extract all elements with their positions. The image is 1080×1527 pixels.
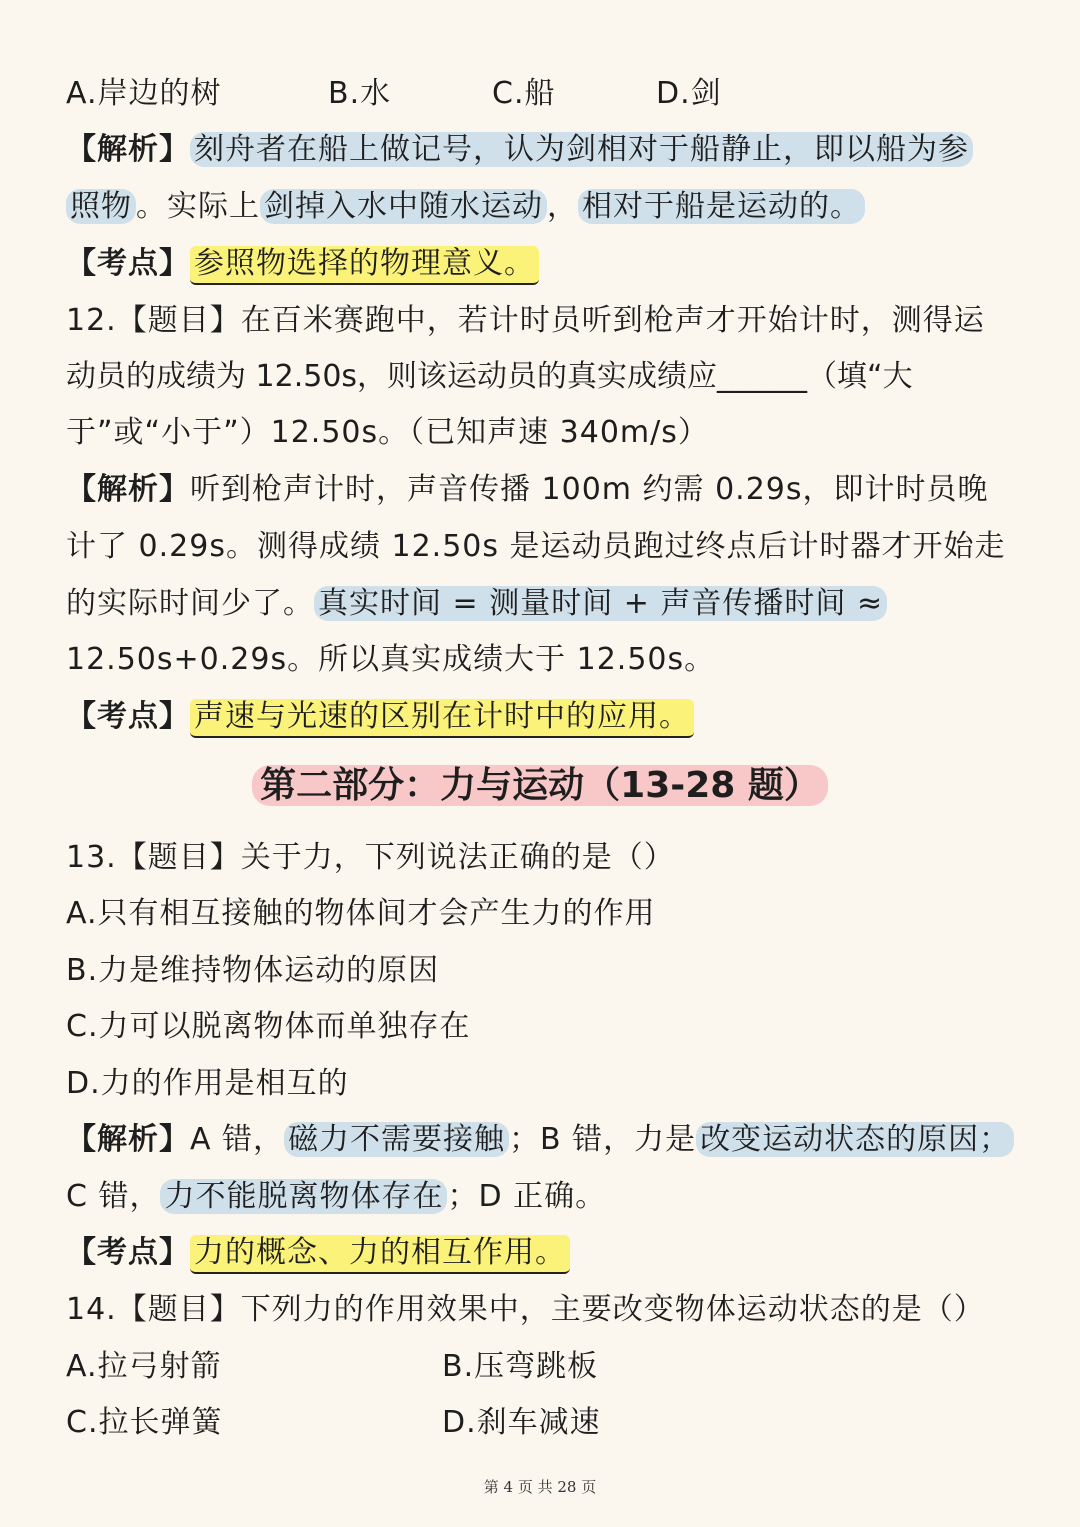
q13-analysis-line2 — [66, 1177, 1020, 1217]
q13-analysis-text1a: A 错， — [190, 1122, 285, 1157]
q11-option-b: B.水 — [328, 76, 392, 111]
keypoint-tag: 【考点】 — [66, 699, 190, 734]
q12-keypoint — [66, 697, 1020, 737]
analysis-tag: 【解析】 — [66, 132, 190, 167]
q13-option-a: A.只有相互接触的物体间才会产生力的作用 — [66, 896, 656, 931]
q11-option-a: A.岸边的树 — [66, 76, 222, 111]
q13-analysis-text2a: C 错， — [66, 1179, 161, 1214]
section-title — [0, 762, 1080, 810]
q12-analysis-line1 — [66, 470, 1020, 510]
q14-options-row2 — [66, 1403, 1020, 1443]
q13-keypoint — [66, 1233, 1020, 1273]
q11-analysis-line1 — [66, 130, 1020, 170]
q12-analysis-line3 — [66, 584, 1020, 624]
section-title-text: 第二部分：力与运动（13-28 题） — [252, 765, 828, 806]
q13-analysis-highlight2: 改变运动状态的原因； — [696, 1122, 1014, 1157]
q12-stem-line3: 于”或“小于”）12.50s。（已知声速 340m/s） — [66, 415, 709, 450]
q11-analysis-highlight2: 剑掉入水中随水运动 — [260, 189, 547, 224]
q14-option-d: D.刹车减速 — [442, 1405, 601, 1440]
q13-keypoint-text: 力的概念、力的相互作用。 — [190, 1235, 570, 1274]
q13-option-b: B.力是维持物体运动的原因 — [66, 953, 440, 988]
q12-analysis-line2: 计了 0.29s。测得成绩 12.50s 是运动员跑过终点后计时器才开始走 — [66, 529, 1006, 564]
q12-stem-line2: 动员的成绩为 12.50s，则该运动员的真实成绩应______（填“大 — [66, 359, 913, 394]
q12-analysis-line4: 12.50s+0.29s。所以真实成绩大于 12.50s。 — [66, 642, 716, 677]
q12-keypoint-text: 声速与光速的区别在计时中的应用。 — [190, 699, 694, 738]
analysis-tag: 【解析】 — [66, 1122, 190, 1157]
q11-option-c: C.船 — [492, 76, 556, 111]
q11-keypoint-text: 参照物选择的物理意义。 — [190, 246, 539, 285]
q13-option-c: C.力可以脱离物体而单独存在 — [66, 1009, 471, 1044]
q11-options — [66, 74, 1020, 114]
keypoint-tag: 【考点】 — [66, 246, 190, 281]
q11-analysis-highlight1b: 照物 — [66, 189, 136, 224]
analysis-tag: 【解析】 — [66, 472, 190, 507]
q11-option-d: D.剑 — [656, 76, 722, 111]
q14-stem: 14.【题目】下列力的作用效果中，主要改变物体运动状态的是（） — [66, 1292, 985, 1327]
page-number: 第 4 页 共 28 页 — [483, 1478, 597, 1496]
q11-analysis-text2: ， — [547, 189, 578, 224]
q14-options-row1 — [66, 1347, 1020, 1387]
q13-analysis-text1b: ；B 错，力是 — [509, 1122, 697, 1157]
q11-analysis-highlight1: 刻舟者在船上做记号，认为剑相对于船静止，即以船为参 — [190, 132, 973, 167]
q13-analysis-highlight1: 磁力不需要接触 — [284, 1122, 509, 1157]
q14-option-b: B.压弯跳板 — [442, 1349, 599, 1384]
q13-analysis-highlight3: 力不能脱离物体存在 — [160, 1179, 447, 1214]
q11-keypoint — [66, 244, 1020, 284]
q14-option-a: A.拉弓射箭 — [66, 1349, 222, 1384]
q12-analysis-text1: 听到枪声计时，声音传播 100m 约需 0.29s，即计时员晚 — [190, 472, 989, 507]
q11-analysis-highlight3: 相对于船是运动的。 — [578, 189, 865, 224]
q13-analysis-text2b: ；D 正确。 — [447, 1179, 607, 1214]
q11-analysis-line2 — [66, 187, 1020, 227]
q14-option-c: C.拉长弹簧 — [66, 1405, 223, 1440]
q12-analysis-text3: 的实际时间少了。 — [66, 586, 314, 621]
keypoint-tag: 【考点】 — [66, 1235, 190, 1270]
q12-stem-line1: 12.【题目】在百米赛跑中，若计时员听到枪声才开始计时，测得运 — [66, 303, 985, 338]
q13-analysis-line1 — [66, 1120, 1020, 1160]
q11-analysis-text: 。实际上 — [136, 189, 260, 224]
q13-option-d: D.力的作用是相互的 — [66, 1066, 349, 1101]
q13-stem: 13.【题目】关于力，下列说法正确的是（） — [66, 840, 675, 875]
q12-analysis-highlight: 真实时间 = 测量时间 + 声音传播时间 ≈ — [314, 586, 887, 621]
